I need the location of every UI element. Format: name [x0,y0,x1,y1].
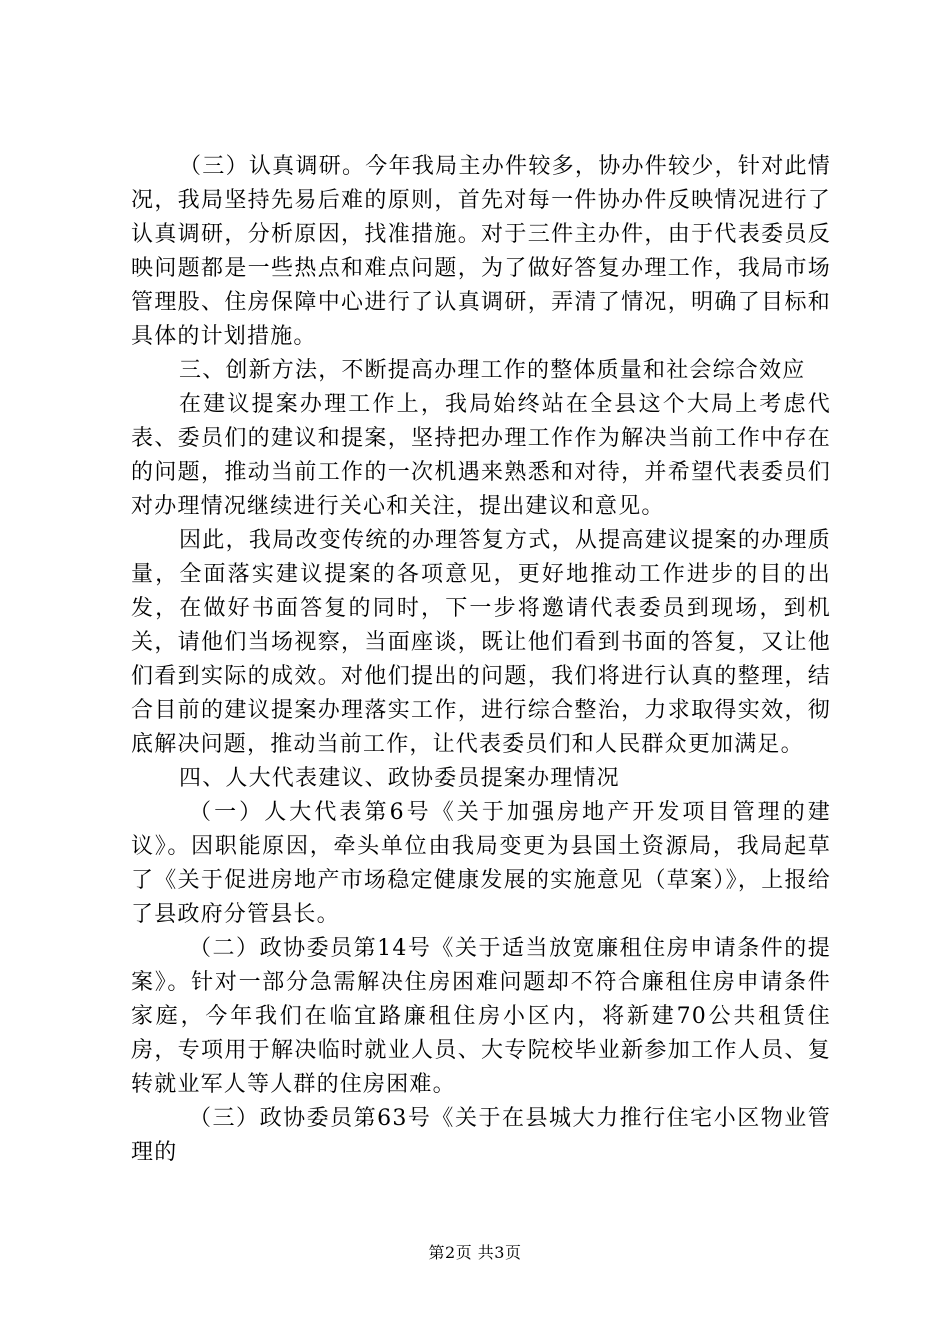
paragraph-proposal-2: （二）政协委员第14号《关于适当放宽廉租住房申请条件的提案》。针对一部分急需解决住房困难问题却不符合廉租住房申请条件家庭，今年我们在临宜路廉租住房小区内，将新建70公共租赁住房，专项用于解决临时就业人员、大专院校毕业新参加工作人员、复转就业军人等人群的住房困难。 [131,936,831,1097]
paragraph-proposal-1: （一）人大代表第6号《关于加强房地产开发项目管理的建议》。因职能原因，牵头单位由我局变更为县国土资源局，我局起草了《关于促进房地产市场稳定健康发展的实施意见（草案）》，上报给了县政府分管县长。 [131,800,831,927]
paragraph-reform: 因此，我局改变传统的办理答复方式，从提高建议提案的办理质量，全面落实建议提案的各项意见，更好地推动工作进步的目的出发，在做好书面答复的同时，下一步将邀请代表委员到现场，到机关，请他们当场视察，当面座谈，既让他们看到书面的答复，又让他们看到实际的成效。对他们提出的问题，我们将进行认真的整理，结合目前的建议提案办理落实工作，进行综合整治，力求取得实效，彻底解决问题，推动当前工作，让代表委员们和人民群众更加满足。 [131,528,831,757]
paragraph-proposal-3: （三）政协委员第63号《关于在县城大力推行住宅小区物业管理的 [131,1106,831,1165]
paragraph-research: （三）认真调研。今年我局主办件较多，协办件较少，针对此情况，我局坚持先易后难的原则，首先对每一件协办件反映情况进行了认真调研，分析原因，找准措施。对于三件主办件，由于代表委员反映问题都是一些热点和难点问题，为了做好答复办理工作，我局市场管理股、住房保障中心进行了认真调研，弄清了情况，明确了目标和具体的计划措施。 [131,154,831,349]
section-heading-3: 三、创新方法，不断提高办理工作的整体质量和社会综合效应 [179,358,806,383]
document-body [131,150,831,1170]
section-heading-4: 四、人大代表建议、政协委员提案办理情况 [179,766,620,791]
page-number-footer: 第2页 共3页 [428,1243,522,1262]
paragraph-work-approach: 在建议提案办理工作上，我局始终站在全县这个大局上考虑代表、委员们的建议和提案，坚持把办理工作作为解决当前工作中存在的问题，推动当前工作的一次机遇来熟悉和对待，并希望代表委员们对办理情况继续进行关心和关注，提出建议和意见。 [131,392,831,519]
